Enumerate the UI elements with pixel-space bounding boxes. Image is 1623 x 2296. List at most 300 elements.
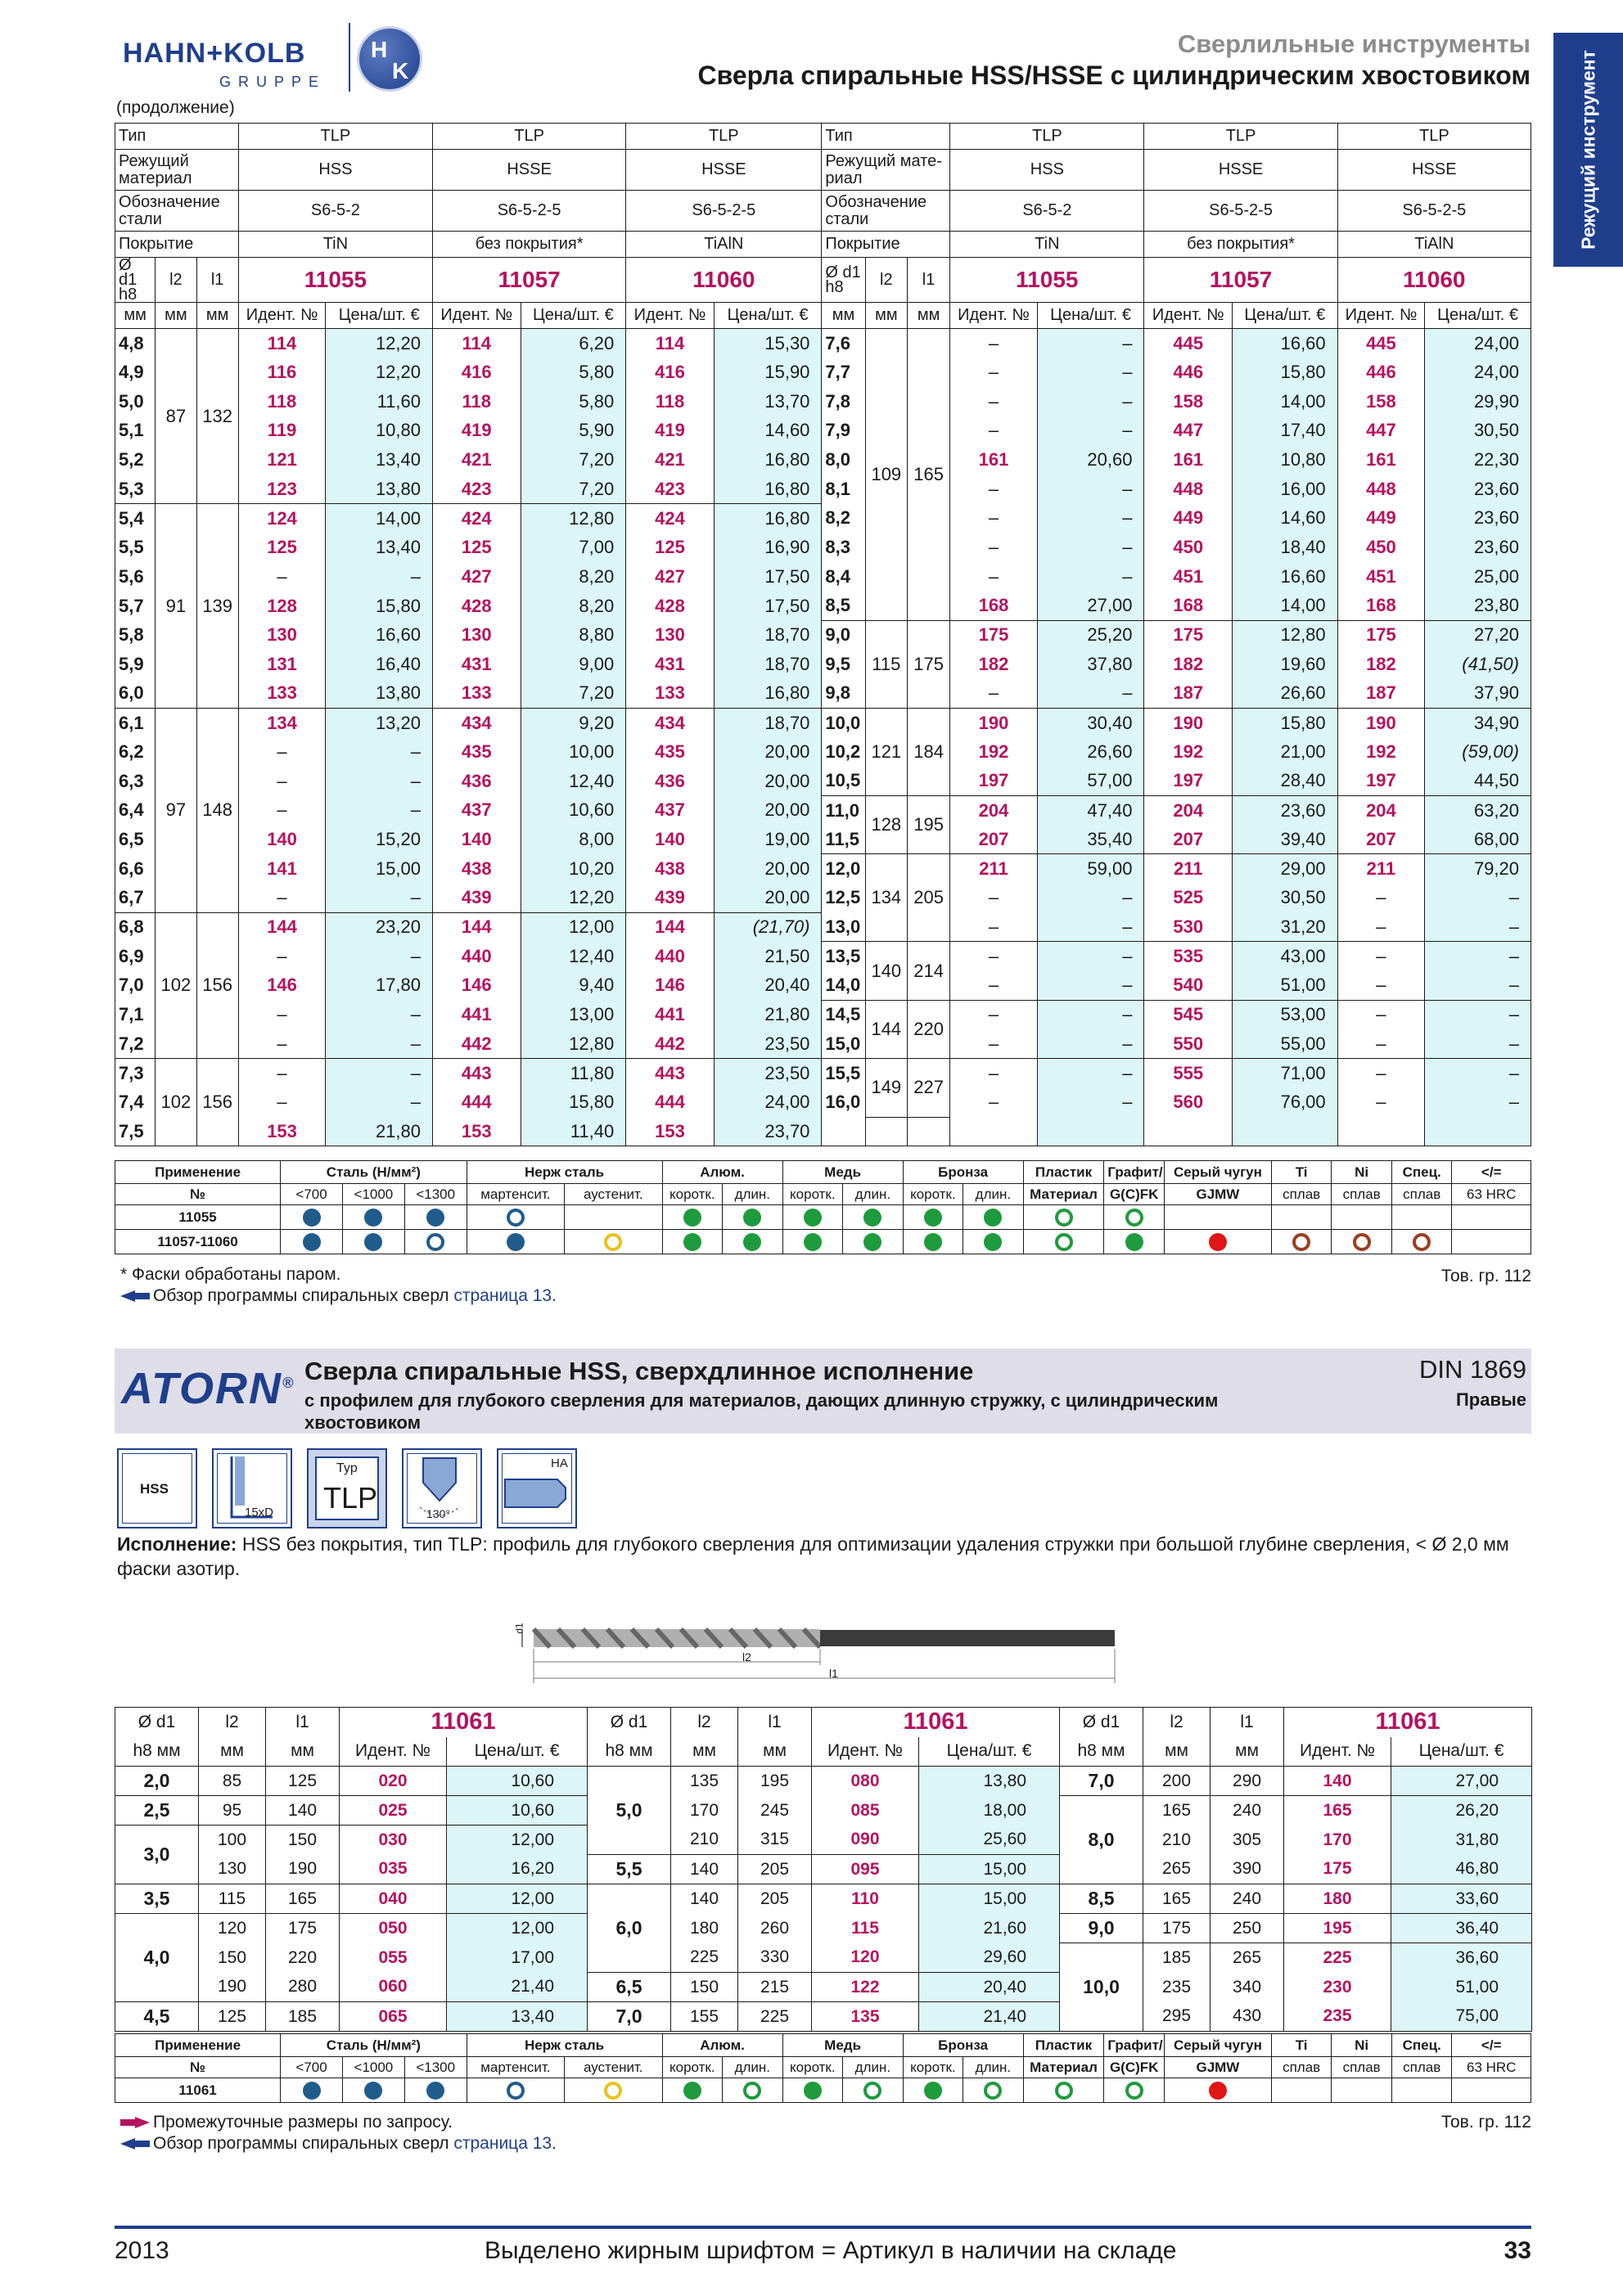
price: 20,60 [1037, 445, 1144, 475]
ident-number: – [238, 767, 326, 796]
price: 51,00 [1391, 1973, 1532, 2002]
price: 24,00 [1425, 329, 1531, 358]
column-header: мм [1210, 1737, 1284, 1767]
ident-number: 175 [1337, 620, 1425, 650]
price: 5,80 [521, 358, 626, 387]
spec-value: TLP [1144, 124, 1337, 150]
diameter: 7,7 [822, 358, 865, 387]
drill-table-hss-hsse [115, 123, 1531, 1146]
ident-number: 443 [433, 1059, 521, 1088]
suitability-dot-icon [1055, 1233, 1073, 1251]
price: 34,90 [1425, 708, 1531, 737]
diameter: 7,6 [822, 329, 865, 358]
table-row [115, 475, 1531, 504]
diameter: 14,5 [822, 1000, 865, 1029]
price: 46,80 [1391, 1855, 1532, 1884]
price: 55,00 [1233, 1029, 1338, 1059]
l1-value: 215 [738, 1973, 812, 2002]
price: 23,60 [1425, 533, 1531, 562]
price: 11,80 [521, 1059, 626, 1088]
diameter: 6,0 [115, 679, 156, 709]
ident-header: Идент. № [238, 303, 326, 329]
ident-number: 204 [1337, 796, 1425, 826]
price: 9,00 [521, 650, 626, 679]
spec-value: HSS [950, 150, 1144, 191]
l2-value: 175 [1143, 1914, 1210, 1943]
depth-15xd-icon: 15xD [212, 1448, 292, 1528]
price: 20,00 [714, 884, 822, 913]
l2-value: 210 [671, 1826, 738, 1855]
price: 6,20 [521, 329, 626, 358]
ident-number: 416 [626, 358, 715, 387]
page-header [115, 15, 1531, 105]
usage-subheader: № [115, 2057, 281, 2078]
l1-value: 195 [907, 796, 949, 854]
usage-subheader: G(C)FK [1104, 2057, 1165, 2078]
usage-header: Алюм. [662, 2034, 782, 2057]
price: 13,70 [714, 387, 822, 416]
diameter: 9,8 [822, 679, 865, 709]
price: (41,50) [1425, 650, 1531, 679]
price: 7,20 [521, 679, 626, 709]
price: – [1425, 1029, 1531, 1059]
price: 13,40 [326, 533, 433, 562]
price: 13,20 [326, 708, 433, 737]
diameter: 10,0 [1060, 1943, 1143, 2032]
price: 16,20 [447, 1855, 588, 1884]
l1-value: 227 [907, 1059, 949, 1117]
column-header: мм [671, 1737, 738, 1767]
usage-subheader: Материал [1023, 1184, 1104, 1205]
price: 17,50 [714, 592, 822, 621]
price: 26,20 [1391, 1796, 1532, 1826]
price: 29,00 [1233, 854, 1338, 884]
usage-header: Бронза [903, 2034, 1023, 2057]
price: 13,80 [919, 1767, 1060, 1796]
ident-number: 450 [1337, 533, 1425, 562]
usage-header: Нерж сталь [467, 1161, 662, 1184]
usage-header: Спец. [1391, 2034, 1452, 2057]
ident-number: 030 [340, 1826, 447, 1855]
diameter: 10,2 [822, 737, 865, 767]
column-header: Идент. № [340, 1737, 447, 1767]
ident-number: 130 [626, 620, 715, 650]
ident-number: 540 [1144, 971, 1233, 1001]
price: – [326, 562, 433, 592]
price: 20,40 [919, 1973, 1060, 2002]
price: 15,00 [919, 1884, 1060, 1914]
price: – [1037, 884, 1144, 913]
ident-number: 140 [1284, 1767, 1391, 1796]
price: 36,60 [1391, 1943, 1532, 1973]
price: 16,60 [1233, 329, 1338, 358]
diameter: 7,4 [115, 1087, 156, 1117]
price: 24,00 [714, 1087, 822, 1117]
side-tab[interactable]: Режущий инструмент [1553, 33, 1623, 267]
price: 12,40 [521, 942, 626, 971]
spec-value: S6-5-2-5 [1337, 191, 1531, 232]
diameter: 7,9 [822, 416, 865, 446]
ident-number: 441 [433, 1000, 521, 1029]
ident-number: 448 [1144, 475, 1233, 504]
usage-article: 11061 [115, 2078, 281, 2103]
price: 31,20 [1233, 912, 1338, 942]
spec-label: Покрытие [115, 232, 239, 258]
column-header: мм [738, 1737, 812, 1767]
price: 11,60 [326, 387, 433, 416]
diameter: 11,0 [822, 796, 865, 826]
suitability-dot-icon [984, 2082, 1002, 2100]
price: 37,90 [1425, 679, 1531, 709]
ident-number: – [950, 358, 1038, 387]
ident-number: 090 [812, 1826, 919, 1855]
l2-value: 235 [1143, 1973, 1210, 2002]
ident-number: 065 [340, 2002, 447, 2032]
ident-number: – [238, 1059, 326, 1088]
intermediate-sizes-note: Промежуточные размеры по запросу. [120, 2113, 453, 2132]
price: 44,50 [1425, 767, 1531, 796]
diameter: 15,5 [822, 1059, 865, 1088]
atorn-logo: ATORN® [121, 1364, 295, 1413]
suitability-dot-icon [1125, 1233, 1143, 1251]
ident-number: – [1337, 1059, 1425, 1088]
table-row [115, 1117, 1531, 1146]
price: 15,00 [326, 854, 433, 884]
ident-number: 449 [1144, 504, 1233, 533]
usage-subheader: <1000 [342, 2057, 404, 2078]
hk-emblem-icon: H K [357, 26, 422, 92]
ident-number: 140 [433, 825, 521, 854]
usage-subheader: коротк. [903, 1184, 963, 1205]
l2-value: 210 [1143, 1826, 1210, 1855]
price: – [1425, 942, 1531, 971]
price: 21,00 [1233, 737, 1338, 767]
price: 29,60 [919, 1943, 1060, 1973]
article-number: 11057 [433, 258, 626, 303]
ident-header: Идент. № [433, 303, 521, 329]
ident-number: 085 [812, 1796, 919, 1826]
l2-value: 115 [865, 620, 907, 708]
diameter: 5,8 [115, 620, 156, 650]
l2-value: 190 [199, 1973, 266, 2002]
table-row [115, 1087, 1531, 1117]
price: – [1037, 533, 1144, 562]
footnote-chamfer: * Фаски обработаны паром. [120, 1265, 341, 1284]
ident-number: 080 [812, 1767, 919, 1796]
usage-subheader: сплав [1332, 2057, 1392, 2078]
article-number: 11060 [1337, 258, 1531, 303]
diameter: 10,0 [822, 708, 865, 737]
price: 9,40 [521, 971, 626, 1001]
diameter: 6,6 [115, 854, 156, 884]
ident-number: – [950, 679, 1038, 709]
ident-number: 448 [1337, 475, 1425, 504]
ident-number: 447 [1144, 416, 1233, 446]
suitability-dot-icon [604, 2082, 622, 2100]
ident-number: 437 [433, 796, 521, 826]
ident-number: 446 [1337, 358, 1425, 387]
ident-number: – [950, 416, 1038, 446]
usage-header: Пластик [1023, 1161, 1104, 1184]
suitability-dot-icon [364, 2082, 382, 2100]
ident-number: 187 [1337, 679, 1425, 709]
ident-number: 161 [1144, 445, 1233, 475]
price: 30,50 [1233, 884, 1338, 913]
price: 16,00 [1233, 475, 1338, 504]
price: 27,20 [1425, 620, 1531, 650]
usage-subheader: Материал [1023, 2057, 1104, 2078]
ident-header: Идент. № [1337, 303, 1425, 329]
diameter: 5,7 [115, 592, 156, 621]
usage-header: Серый чугун [1164, 1161, 1271, 1184]
diameter: 13,0 [822, 912, 865, 942]
l2-value: 115 [199, 1884, 266, 1914]
price: 10,80 [326, 416, 433, 446]
price: 10,60 [521, 796, 626, 826]
diameter: 7,0 [115, 971, 156, 1001]
ident-number: 440 [626, 942, 715, 971]
l1-value: 150 [266, 1826, 340, 1855]
ident-number: 175 [950, 620, 1038, 650]
ident-number: – [1337, 884, 1425, 913]
price: – [1425, 884, 1531, 913]
l2-value: 85 [199, 1767, 266, 1796]
price: – [326, 1087, 433, 1117]
suitability-dot-icon [426, 2082, 444, 2100]
ident-number: – [950, 1087, 1038, 1117]
price: – [1037, 971, 1144, 1001]
price: 11,40 [521, 1117, 626, 1146]
unit-mm: мм [865, 303, 907, 329]
l1-value: 165 [266, 1884, 340, 1914]
l1-value: 205 [907, 854, 949, 942]
ident-number: – [950, 533, 1038, 562]
price: 13,00 [521, 1000, 626, 1029]
price: 7,20 [521, 445, 626, 475]
diameter: 16,0 [822, 1087, 865, 1117]
table-row [115, 1914, 1532, 1943]
point-angle-icon: 130° [402, 1448, 482, 1528]
ident-number: – [238, 562, 326, 592]
usage-subheader: аустенит. [565, 2057, 662, 2078]
spec-value: HSSE [1337, 150, 1531, 191]
usage-subheader: сплав [1391, 1184, 1452, 1205]
l1-value: 185 [266, 2002, 340, 2032]
ident-number: 153 [238, 1117, 326, 1146]
usage-subheader: мартенсит. [467, 2057, 564, 2078]
ident-number: 439 [433, 884, 521, 913]
l1-value: 305 [1210, 1826, 1284, 1855]
ident-number: 130 [433, 620, 521, 650]
ident-number: 125 [238, 533, 326, 562]
usage-row [115, 1205, 1531, 1230]
usage-header: Серый чугун [1164, 2034, 1271, 2057]
l1-value: 330 [738, 1943, 812, 1973]
price: 10,20 [521, 854, 626, 884]
hahn-kolb-logo [123, 20, 426, 101]
ident-number: – [1337, 942, 1425, 971]
diameter: 5,1 [115, 416, 156, 446]
page-link[interactable]: страница 13. [453, 1286, 557, 1305]
ident-number: 118 [238, 387, 326, 416]
l1-value: 205 [738, 1855, 812, 1884]
price: 16,60 [326, 620, 433, 650]
table-row [115, 592, 1531, 621]
ident-number: 436 [626, 767, 715, 796]
price: 8,80 [521, 620, 626, 650]
table-row [115, 679, 1531, 709]
page-link[interactable]: страница 13. [453, 2134, 557, 2153]
suitability-dot-icon [303, 1209, 321, 1227]
atorn-header [115, 1348, 1531, 1434]
diameter: 8,3 [822, 533, 865, 562]
spec-value: TiAlN [626, 232, 822, 258]
table-row [115, 825, 1531, 854]
price: 10,60 [447, 1767, 588, 1796]
ident-number: – [950, 942, 1038, 971]
diameter: 8,2 [822, 504, 865, 533]
suitability-dot-icon [1353, 1233, 1371, 1251]
shank-ha-icon: HA [497, 1448, 577, 1528]
l1-header: l1 [1210, 1708, 1284, 1737]
ident-number: 175 [1284, 1855, 1391, 1884]
spec-label: Покрытие [822, 232, 950, 258]
usage-header: </= [1452, 2034, 1531, 2057]
application-table-11061 [115, 2033, 1531, 2103]
suitability-dot-icon [1292, 1233, 1310, 1251]
price: 12,20 [326, 358, 433, 387]
ident-number: 035 [340, 1855, 447, 1884]
l2-value: 265 [1143, 1855, 1210, 1884]
diameter: 4,8 [115, 329, 156, 358]
price: 10,00 [521, 737, 626, 767]
diameter: 8,0 [822, 445, 865, 475]
table-row [115, 1796, 1532, 1826]
price: 12,80 [521, 1029, 626, 1059]
l2-value: 150 [671, 1973, 738, 2002]
ident-number: 431 [626, 650, 715, 679]
spec-value: S6-5-2 [238, 191, 432, 232]
table-row [115, 1000, 1531, 1029]
ident-number: 131 [238, 650, 326, 679]
ident-number: 419 [433, 416, 521, 446]
diameter: 5,4 [115, 504, 156, 533]
article-number: 11061 [812, 1708, 1060, 1737]
price: – [1425, 1087, 1531, 1117]
header-title: Сверла спиральные HSS/HSSE с цилиндрическим хвостовиком [697, 61, 1531, 90]
ident-number: 118 [626, 387, 715, 416]
l2-value: 140 [671, 1855, 738, 1884]
ident-number: – [1337, 1029, 1425, 1059]
price: – [1037, 504, 1144, 533]
column-header: мм [199, 1737, 266, 1767]
d1-header: Ø d1 h8 [115, 258, 156, 303]
l2-value: 295 [1143, 2002, 1210, 2032]
price: 12,00 [447, 1884, 588, 1914]
ident-number: 437 [626, 796, 715, 826]
product-group: Тов. гр. 112 [1440, 1267, 1531, 1285]
ident-number: 446 [1144, 358, 1233, 387]
table-row [115, 708, 1531, 737]
table-row [115, 912, 1531, 942]
spec-value: S6-5-2-5 [626, 191, 822, 232]
usage-row [115, 1230, 1531, 1254]
ident-number: 125 [626, 533, 715, 562]
l1-value: 430 [1210, 2002, 1284, 2032]
ident-number: 130 [238, 620, 326, 650]
suitability-dot-icon [604, 1233, 622, 1251]
ident-number: 146 [238, 971, 326, 1001]
ident-number: 449 [1337, 504, 1425, 533]
spec-value: S6-5-2-5 [433, 191, 626, 232]
spec-value: HSSE [433, 150, 626, 191]
suitability-dot-icon [683, 1233, 701, 1251]
spec-row [115, 191, 1531, 232]
ident-number: 197 [950, 767, 1038, 796]
ident-number: 439 [626, 884, 715, 913]
ident-number: 182 [1337, 650, 1425, 679]
ident-number: – [950, 329, 1038, 358]
diameter: 5,0 [588, 1767, 671, 1855]
column-header: h8 мм [1060, 1737, 1143, 1767]
ident-number: 134 [238, 708, 326, 737]
price: – [1037, 358, 1144, 387]
price: 17,40 [1233, 416, 1338, 446]
l2-value: 109 [865, 329, 907, 621]
ident-number: 450 [1144, 533, 1233, 562]
unit-mm: мм [156, 303, 196, 329]
suitability-dot-icon [1125, 1209, 1143, 1227]
ident-number: 530 [1144, 912, 1233, 942]
usage-subheader: <700 [281, 1184, 343, 1205]
suitability-dot-icon [804, 1233, 822, 1251]
ident-number: – [950, 1029, 1038, 1059]
l2-value: 170 [671, 1796, 738, 1826]
ident-number: 445 [1144, 329, 1233, 358]
product-group-2: Тов. гр. 112 [1440, 2113, 1531, 2132]
usage-subheader: сплав [1271, 2057, 1332, 2078]
diameter: 8,1 [822, 475, 865, 504]
price: – [326, 796, 433, 826]
ident-number: – [950, 1059, 1038, 1088]
l1-value: 245 [738, 1796, 812, 1826]
price: 7,20 [521, 475, 626, 504]
header-category: Сверлильные инструменты [1177, 29, 1531, 58]
ident-number: – [1337, 971, 1425, 1001]
price: – [1037, 416, 1144, 446]
ident-number: 133 [238, 679, 326, 709]
table-row [115, 971, 1531, 1001]
ident-number: 434 [433, 708, 521, 737]
price-header: Цена/шт. € [714, 303, 822, 329]
ident-number: – [950, 387, 1038, 416]
price: 23,60 [1425, 504, 1531, 533]
ident-number: 187 [1144, 679, 1233, 709]
price: 36,40 [1391, 1914, 1532, 1943]
ident-number: 110 [812, 1884, 919, 1914]
price: – [326, 1029, 433, 1059]
table-row [115, 737, 1531, 767]
l1-value: 220 [266, 1943, 340, 1973]
spec-value: TiN [238, 232, 432, 258]
price: 13,40 [447, 2002, 588, 2032]
suitability-dot-icon [303, 2082, 321, 2100]
price: (21,70) [714, 912, 822, 942]
ident-number: 050 [340, 1914, 447, 1943]
ident-number: 435 [626, 737, 715, 767]
table-row [115, 1884, 1532, 1914]
ident-number: – [1337, 1087, 1425, 1117]
